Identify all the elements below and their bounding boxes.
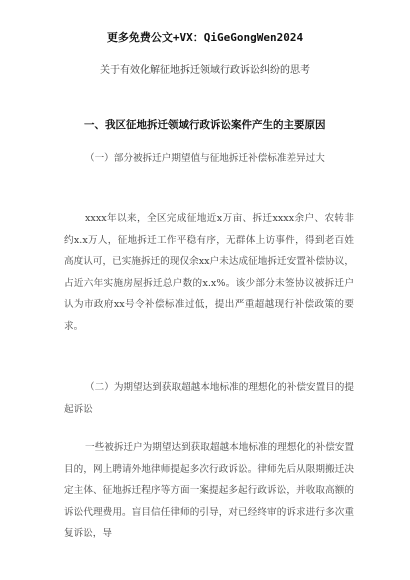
- watermark-banner: 更多免费公文+VX：QiGeGongWen2024: [106, 31, 304, 44]
- section-heading: 一、我区征地拆迁领域行政诉讼案件产生的主要原因: [84, 119, 326, 131]
- subsection-heading-1: （一）部分被拆迁户期望值与征地拆迁补偿标准差异过大: [85, 153, 325, 164]
- body-paragraph-2: 一些被拆迁户为期望达到获取超越本地标准的理想化的补偿安置目的，网上聘请外地律师提起多次行政诉讼。律师先后从限期搬迁决定主体、征地拆迁程序等方面一案提起多起行政诉讼，并收取高额的诉讼代理费用。盲目信任律师的引导，对已经终审的诉求进行多次重复诉讼，导: [64, 442, 354, 539]
- body-paragraph-1: xxxx年以来，全区完成征地近x万亩、拆迁xxxx余户、农转非约x.x万人，征地拆迁工作平稳有序，无群体上访事件，得到老百姓高度认可，已实施拆迁的现仅余xx户未达成征地拆迁安置补偿协议，占近六年实施房屋拆迁总户数的x.x%。该少部分未签协议被拆迁户认为市政府xx号令补偿标准过低，提出严重超越现行补偿政策的要求。: [64, 213, 354, 332]
- document-title: 关于有效化解征地拆迁领域行政诉讼纠纷的思考: [100, 65, 310, 76]
- subsection-heading-2: （二）为期望达到获取超越本地标准的理想化的补偿安置目的提起诉讼: [64, 382, 354, 415]
